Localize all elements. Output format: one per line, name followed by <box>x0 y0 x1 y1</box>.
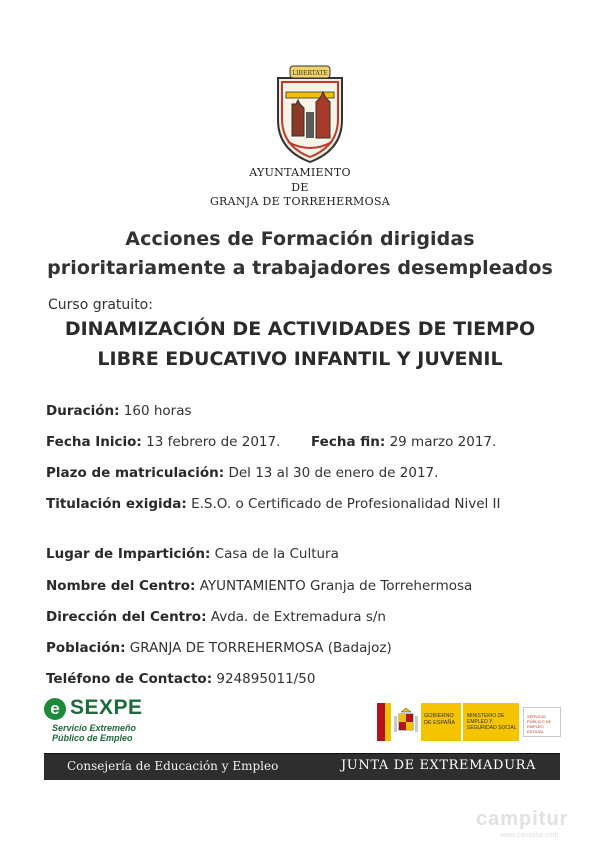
detail-label: Duración: <box>46 403 120 419</box>
crest-motto: LIBERTATE <box>292 70 328 77</box>
detail-poblacion <box>46 640 392 656</box>
detail-lugar <box>46 546 339 562</box>
detail-value: E.S.O. o Certificado de Profesionalidad Nivel II <box>186 496 501 512</box>
headline-line-2: prioritariamente a trabajadores desempleados <box>47 257 553 279</box>
detail-label: Teléfono de Contacto: <box>46 671 213 687</box>
watermark: campitur <box>476 808 569 830</box>
detail-value: 13 febrero de 2017. <box>141 434 281 450</box>
detail-value: Avda. de Extremadura s/n <box>206 609 386 625</box>
detail-plazo <box>46 465 438 481</box>
spain-flag-red <box>377 703 385 741</box>
detail-label: Fecha Inicio: <box>46 434 142 450</box>
detail-fecha-fin <box>311 434 496 450</box>
detail-value: Casa de la Cultura <box>210 546 339 562</box>
detail-telefono <box>46 671 315 687</box>
footer-junta: JUNTA DE EXTREMADURA <box>340 758 536 773</box>
course-prefix: Curso gratuito: <box>48 297 153 313</box>
detail-label: Lugar de Impartición: <box>46 546 211 562</box>
detail-value: Del 13 al 30 de enero de 2017. <box>224 465 439 481</box>
town-crest-icon <box>270 64 350 164</box>
detail-label: Nombre del Centro: <box>46 578 196 594</box>
spain-crest-icon <box>393 706 419 738</box>
watermark-url: www.campitur.com <box>500 832 559 839</box>
headline-line-1: Acciones de Formación dirigidas <box>125 228 475 250</box>
course-name-line-1: DINAMIZACIÓN DE ACTIVIDADES DE TIEMPO <box>64 318 536 340</box>
detail-titulacion <box>46 496 501 512</box>
town-line-1: AYUNTAMIENTO <box>249 166 351 179</box>
sexpe-name: SEXPE <box>70 696 143 719</box>
ministerio-text: MINISTERIO DE EMPLEO Y SEGURIDAD SOCIAL <box>463 703 519 741</box>
detail-direccion <box>46 609 386 625</box>
detail-label: Titulación exigida: <box>46 496 187 512</box>
gobierno-text: GOBIERNO DE ESPAÑA <box>421 703 461 741</box>
spain-flag-yellow <box>385 703 391 741</box>
course-name-line-2: LIBRE EDUCATIVO INFANTIL Y JUVENIL <box>97 348 503 370</box>
detail-label: Fecha fin: <box>311 434 386 450</box>
detail-value: GRANJA DE TORREHERMOSA (Badajoz) <box>125 640 392 656</box>
sexpe-subtitle-1: Servicio Extremeño <box>52 723 137 733</box>
detail-value: AYUNTAMIENTO Granja de Torrehermosa <box>195 578 473 594</box>
detail-label: Plazo de matriculación: <box>46 465 225 481</box>
detail-value: 924895011/50 <box>212 671 316 687</box>
sexpe-e-icon: e <box>44 698 66 720</box>
town-line-2: DE <box>291 181 309 194</box>
town-line-3: GRANJA DE TORREHERMOSA <box>209 195 391 208</box>
detail-value: 29 marzo 2017. <box>385 434 497 450</box>
footer-consejeria: Consejería de Educación y Empleo <box>67 759 279 773</box>
detail-value: 160 horas <box>119 403 192 419</box>
footer-bar <box>44 753 560 780</box>
servicio-publico-text: SERVICIO PÚBLICO DE EMPLEO ESTATAL <box>523 707 561 737</box>
detail-centro <box>46 578 472 594</box>
detail-label: Población: <box>46 640 126 656</box>
gobierno-logo <box>377 703 562 741</box>
detail-label: Dirección del Centro: <box>46 609 207 625</box>
sexpe-logo <box>44 698 154 742</box>
sexpe-subtitle-2: Público de Empleo <box>52 733 133 743</box>
detail-fecha-inicio <box>46 434 280 450</box>
detail-duracion <box>46 403 192 419</box>
